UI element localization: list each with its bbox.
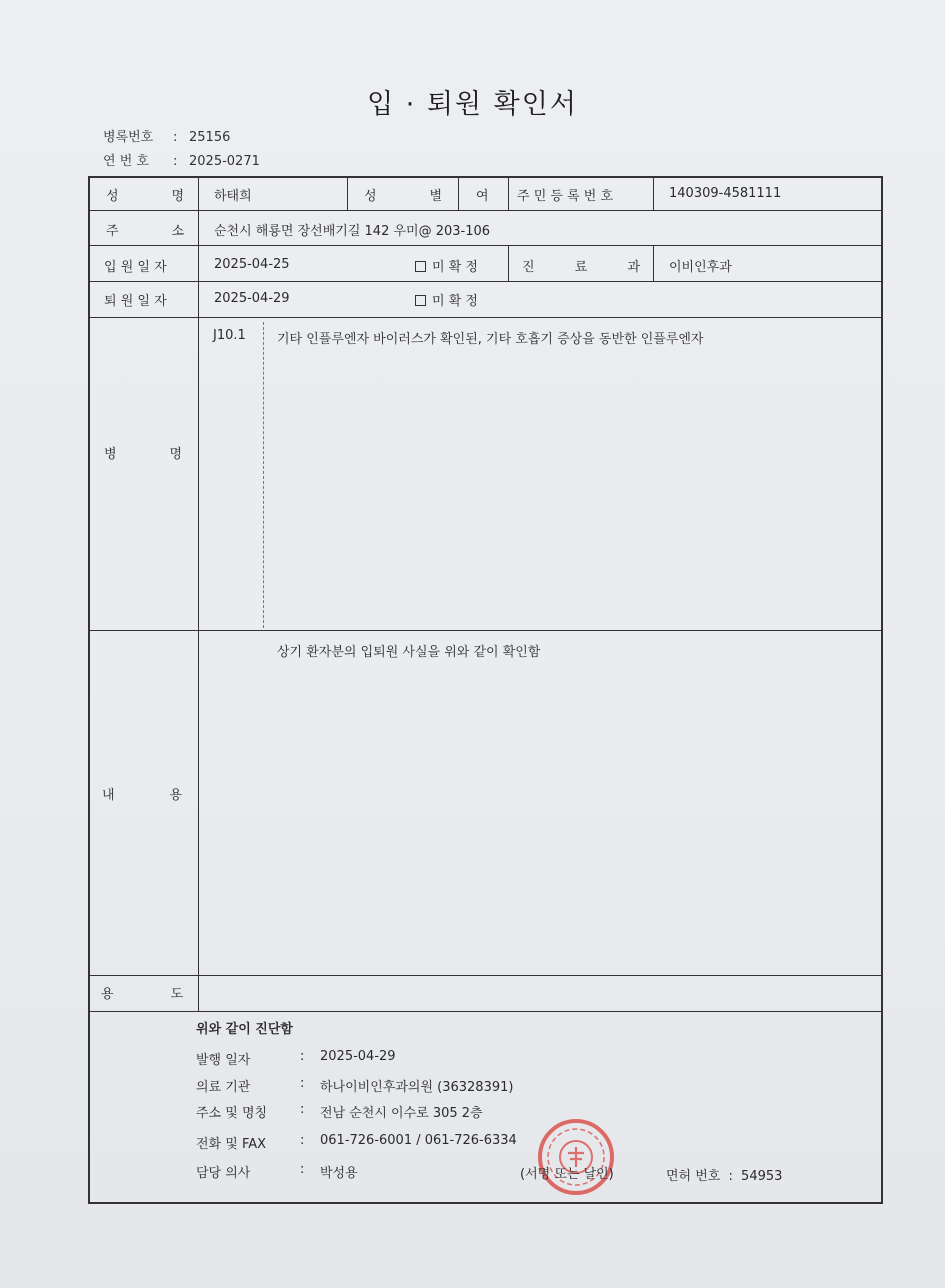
sex-label: 성 별	[364, 189, 442, 204]
row-divider	[89, 245, 881, 246]
institution: 하나이비인후과의원 (36328391)	[320, 1080, 514, 1095]
department: 이비인후과	[669, 260, 732, 275]
row-divider	[89, 630, 881, 631]
name-label: 성 명	[106, 189, 184, 204]
official-seal-icon	[536, 1117, 616, 1197]
institution-address: 전남 순천시 이수로 305 2층	[320, 1106, 483, 1121]
license-label: 면허 번호	[666, 1169, 721, 1184]
serial-number: 2025-0271	[189, 154, 260, 169]
admit-date: 2025-04-25	[214, 257, 290, 272]
column-divider	[653, 177, 654, 211]
record-number: 25156	[189, 130, 231, 145]
row-divider	[89, 281, 881, 282]
rrn-label: 주 민 등 록 번 호	[517, 189, 614, 204]
serial-number-label: 연 번 호	[103, 154, 149, 169]
checkbox-icon	[415, 295, 426, 306]
diagnosis-code: J10.1	[213, 328, 246, 343]
issuer-heading: 위와 같이 진단함	[196, 1022, 293, 1037]
checkbox-icon	[415, 261, 426, 272]
patient-address: 순천시 해룡면 장선배기길 142 우미@ 203-106	[214, 224, 491, 239]
record-number-label: 병록번호	[103, 130, 154, 145]
patient-rrn: 140309-4581111	[669, 186, 782, 201]
issue-date: 2025-04-29	[320, 1049, 396, 1064]
discharge-date: 2025-04-29	[214, 291, 290, 306]
patient-name: 하태희	[214, 189, 252, 204]
license-number: 54953	[741, 1169, 783, 1184]
column-divider	[653, 246, 654, 282]
content-label: 내 용	[102, 788, 182, 803]
column-divider	[508, 177, 509, 211]
serial-number-row: 연 번 호 : 2025-0271	[103, 150, 260, 169]
confirmation-document: 입 · 퇴원 확인서 병록번호 : 25156 연 번 호 : 2025-0271 성 명 하태희 성 별 여 주 민 등 록 번 호 140309-4581111 주 소 순천시 해룡면 장선배기길 142 우미@ 203-106 입 원 일 자 2025-04-25 미 확 정 진 료 과 이비인후과 퇴 원 일 자 2025-04-29 미 확 정 병 명 J10.1 기타 인플루엔자 바이러스가 확인된, 기타 호흡기 증상을 동반한 인플루엔자 내 용 상기 환자분의 입퇴원 사실을 위와 같이 확인함 용 도 위와 같이 진단함 발행 일자 : 2025-04-29 의료 기관 : 하나이비인후과의원 (36328391) 주소 및 명칭 : 전남 순천시 이수로 305 2층 전화 및 FAX : 061-726-6001 / 061-726-6334 담당 의사 : 박성용 (서명 또는 날인) 면허 번호 : 54953	[0, 0, 945, 1288]
department-label: 진 료 과	[522, 260, 640, 275]
diagnosis-label: 병 명	[104, 447, 182, 462]
license-row: 면허 번호 : 54953	[666, 1169, 783, 1184]
column-divider	[508, 246, 509, 282]
diagnosis-description: 기타 인플루엔자 바이러스가 확인된, 기타 호흡기 증상을 동반한 인플루엔자	[277, 332, 704, 347]
discharge-unconfirmed-checkbox: 미 확 정	[415, 290, 478, 309]
signature-label: (서명 또는 날인)	[520, 1167, 614, 1182]
row-divider	[89, 975, 881, 976]
label-column-divider	[198, 177, 199, 1011]
admit-date-label: 입 원 일 자	[104, 260, 167, 275]
row-divider	[89, 1011, 881, 1012]
phone-fax: 061-726-6001 / 061-726-6334	[320, 1133, 517, 1148]
doctor-name: 박성용	[320, 1166, 358, 1181]
purpose-label: 용 도	[101, 987, 183, 1002]
document-title: 입 · 퇴원 확인서	[367, 89, 578, 120]
discharge-date-label: 퇴 원 일 자	[104, 294, 167, 309]
address-label: 주 소	[106, 224, 184, 239]
record-number-row: 병록번호 : 25156	[103, 126, 230, 145]
admit-unconfirmed-checkbox: 미 확 정	[415, 256, 478, 275]
code-divider	[263, 322, 264, 628]
patient-sex: 여	[476, 189, 489, 204]
row-divider	[89, 210, 881, 211]
column-divider	[347, 177, 348, 211]
content-text: 상기 환자분의 입퇴원 사실을 위와 같이 확인함	[277, 645, 541, 660]
column-divider	[458, 177, 459, 211]
row-divider	[89, 317, 881, 318]
